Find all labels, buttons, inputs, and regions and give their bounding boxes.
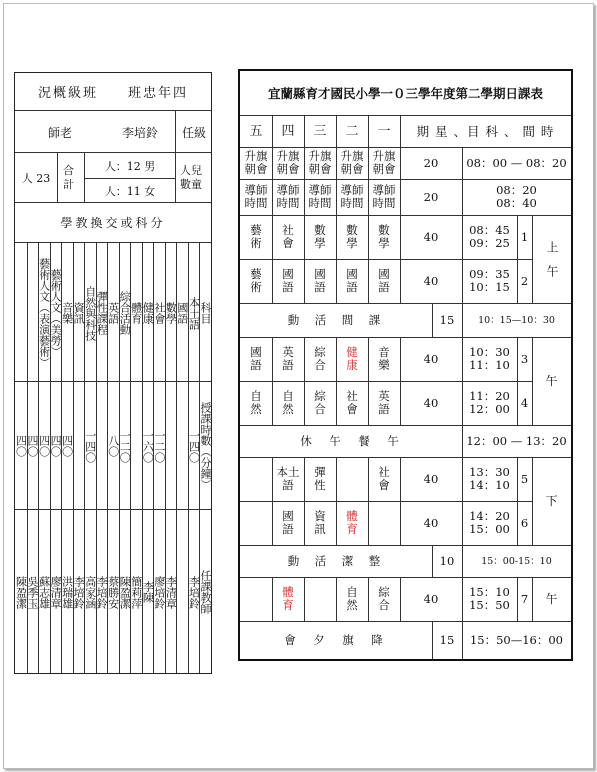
boys-count: 人：12 男 (85, 153, 176, 179)
break-row-label: 動 活 間 課 (287, 312, 383, 327)
subject-teacher (176, 515, 188, 669)
grade-label: 任級 (175, 111, 212, 153)
class-cell: 健 康 (346, 345, 358, 372)
class-cell: 英 語 (282, 345, 294, 372)
class-cell (240, 577, 272, 621)
period-number: 2 (520, 273, 529, 288)
period-number: 6 (520, 515, 529, 530)
subject-name: 自然與科技 (83, 285, 97, 341)
class-cell: 音 樂 (378, 345, 390, 372)
time-cell: 08：00 — 08：20 (466, 155, 567, 170)
minutes-cell: 40 (423, 229, 439, 244)
time-cell: 10：15—10：30 (478, 314, 555, 326)
subject-hours: 一二〇 (118, 429, 132, 463)
class-cell: 國 語 (250, 345, 262, 372)
subject-name: 資訊 (72, 302, 86, 324)
minutes-cell: 40 (423, 591, 439, 606)
subject-name: 社會 (152, 302, 166, 324)
subject-name (27, 249, 39, 377)
class-cell: 自 然 (346, 585, 358, 612)
period-number: 1 (520, 229, 529, 244)
class-cell: 英 語 (378, 389, 390, 416)
class-cell: 社 會 (378, 465, 390, 492)
minutes-cell: 40 (423, 515, 439, 530)
teacher-name: 李培鈴 (121, 125, 158, 140)
minutes-cell: 40 (423, 273, 439, 288)
subject-name: 本土語 (187, 296, 201, 330)
subjects-header: 學教換交或科分 (15, 203, 211, 243)
time-cell: 10：30 11：10 (469, 345, 510, 372)
class-cell: 社 會 (346, 389, 358, 416)
time-cell: 08：45 09：25 (469, 223, 510, 250)
subject-name (15, 249, 27, 377)
subject-teacher: 李培鈴 (95, 575, 109, 609)
time-cell: 15：00-15：10 (481, 555, 552, 567)
timetable (238, 69, 573, 661)
minutes-cell: 15 (439, 312, 455, 327)
minutes-cell: 20 (423, 189, 439, 204)
class-cell: 升旗 朝會 (308, 149, 332, 176)
subject-hours: 一六〇 (141, 429, 155, 463)
subjects-grid (15, 243, 211, 673)
students-label: 人兒數童 (180, 164, 202, 191)
period-number: 3 (520, 351, 529, 366)
subject-teacher: 蘇志雄 (37, 575, 51, 609)
class-cell: 體 育 (282, 585, 294, 612)
class-cell: 導師 時間 (372, 183, 396, 210)
class-cell: 國 語 (378, 267, 390, 294)
time-cell: 13：30 14：10 (469, 465, 510, 492)
time-cell: 09：35 10：15 (469, 267, 510, 294)
class-cell: 數 學 (346, 223, 358, 250)
subject-hours (165, 387, 177, 505)
time-cell: 12：00 — 13：20 (466, 433, 567, 448)
afternoon-label: 下 (545, 493, 558, 508)
class-cell (240, 457, 272, 501)
subject-teacher: 李陳 (141, 581, 155, 603)
subject-name: 綜合活動 (118, 291, 132, 335)
subject-teacher: 蔡勝安 (106, 575, 120, 609)
class-cell (240, 501, 272, 545)
subject-hours: 四〇 (26, 435, 40, 457)
subject-teacher: 李培鈴 (187, 575, 201, 609)
subject-teacher: 高家涵 (83, 575, 97, 609)
column-header-subject: 科目 (198, 302, 212, 324)
subject-name: 藝術人文（表演藝術） (37, 258, 51, 368)
class-cell (368, 501, 400, 545)
day-header: 一 (377, 123, 391, 139)
subject-teacher: 廖清章 (49, 575, 63, 609)
subject-hours (96, 387, 108, 505)
column-header-teacher: 任課教師 (198, 570, 212, 614)
class-cell: 綜 合 (314, 345, 326, 372)
class-cell: 升旗 朝會 (372, 149, 396, 176)
class-cell: 自 然 (250, 389, 262, 416)
time-header: 期 星 、目 科 、 間 時 (416, 123, 555, 139)
class-cell (304, 577, 336, 621)
subject-hours: 四〇 (37, 435, 51, 457)
lunch-row-label: 休 午 餐 午 (300, 433, 402, 448)
subject-teacher: 洪瑞雄 (60, 575, 74, 609)
class-cell: 導師 時間 (308, 183, 332, 210)
subject-name: 健康 (141, 302, 155, 324)
day-header: 二 (345, 123, 359, 139)
class-cell: 國 語 (282, 267, 294, 294)
subject-hours (130, 387, 142, 505)
class-cell: 藝 術 (250, 267, 262, 294)
minutes-cell: 40 (423, 395, 439, 410)
class-cell: 國 語 (282, 509, 294, 536)
morning-label: 上 午 (545, 241, 559, 277)
class-cell: 綜 合 (378, 585, 390, 612)
subject-teacher: 簡莉萍 (129, 575, 143, 609)
subject-teacher: 李清章 (164, 575, 178, 609)
class-cell: 數 學 (378, 223, 390, 250)
period-number: 4 (520, 395, 529, 410)
subject-teacher: 吳季玉 (26, 575, 40, 609)
class-cell: 體 育 (346, 509, 358, 536)
class-cell: 國 語 (346, 267, 358, 294)
class-cell: 導師 時間 (340, 183, 364, 210)
subject-teacher: 廖培鈴 (152, 575, 166, 609)
subject-hours: 四〇 (49, 435, 63, 457)
class-cell: 升旗 朝會 (244, 149, 268, 176)
time-cell: 15：50—16：00 (469, 632, 564, 647)
timetable-title: 宜蘭縣育才國民小學一０三學年度第二學期日課表 (267, 85, 543, 101)
subject-hours: 四〇 (60, 435, 74, 457)
end-row-label: 會 夕 旗 降 (284, 632, 386, 647)
class-cell: 彈 性 (314, 465, 326, 492)
column-header-hours: 授課時數（分鐘） (198, 402, 212, 490)
subject-name: 音樂 (60, 302, 74, 324)
time-cell: 11：20 12：00 (469, 389, 510, 416)
class-cell: 綜 合 (314, 389, 326, 416)
minutes-cell: 40 (423, 471, 439, 486)
girls-count: 人：11 女 (85, 178, 176, 203)
minutes-cell: 15 (439, 632, 455, 647)
time-cell: 15：10 15：50 (469, 585, 510, 612)
class-title: 況概級班 班忠年四 (15, 73, 211, 111)
subject-teacher: 陳盈潔 (14, 575, 28, 609)
class-cell: 國 語 (314, 267, 326, 294)
cleaning-row-label: 動 活 潔 整 (287, 553, 383, 568)
subject-hours: 一四〇 (187, 429, 201, 463)
subject-hours: 一四〇 (83, 429, 97, 463)
subject-name: 體育 (129, 302, 143, 324)
class-cell: 資 訊 (314, 509, 326, 536)
time-cell: 14：20 15：00 (469, 509, 510, 536)
period-number: 7 (520, 591, 529, 606)
period-number: 5 (520, 471, 529, 486)
subject-name: 數學 (164, 302, 178, 324)
total-count: 人 23 (15, 153, 58, 203)
minutes-cell: 40 (423, 351, 439, 366)
class-cell: 導師 時間 (244, 183, 268, 210)
class-cell: 藝 術 (250, 223, 262, 250)
subject-teacher: 陳盈潔 (118, 575, 132, 609)
class-cell: 社 會 (282, 223, 294, 250)
subject-name: 國語 (175, 302, 189, 324)
time-cell: 08：20 08：40 (496, 183, 537, 210)
sum-label: 合計 (57, 153, 85, 203)
teacher-label: 師老 (47, 125, 72, 140)
subject-teacher: 李培鈴 (72, 575, 86, 609)
class-overview-table (14, 72, 212, 674)
class-cell: 自 然 (282, 389, 294, 416)
class-cell: 數 學 (314, 223, 326, 250)
subject-name: 彈性課程 (95, 291, 109, 335)
subject-hours: 四〇 (14, 435, 28, 457)
subject-name: 藝術人文（美勞） (49, 269, 63, 357)
class-cell: 升旗 朝會 (276, 149, 300, 176)
class-cell: 導師 時間 (276, 183, 300, 210)
subject-hours: 八〇 (106, 435, 120, 457)
subject-hours (73, 387, 85, 505)
subject-hours (176, 387, 188, 505)
subject-hours: 一二〇 (152, 429, 166, 463)
class-cell: 升旗 朝會 (340, 149, 364, 176)
day-header: 三 (313, 123, 327, 139)
afternoon-label-cont: 午 (545, 591, 558, 606)
minutes-cell: 10 (439, 553, 455, 568)
minutes-cell: 20 (423, 155, 439, 170)
day-header: 四 (281, 123, 295, 139)
day-header: 五 (249, 123, 263, 139)
class-cell (336, 457, 368, 501)
subject-name: 英語 (106, 302, 120, 324)
morning-label-cont: 午 (545, 373, 558, 388)
class-cell: 本土 語 (276, 465, 300, 492)
